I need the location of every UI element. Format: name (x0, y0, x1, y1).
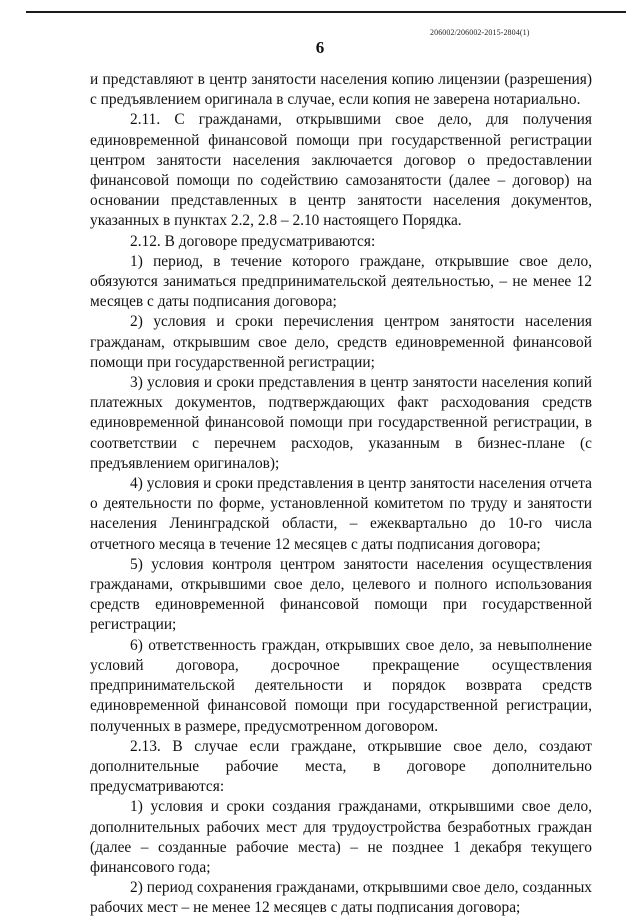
page-number: 6 (315, 38, 325, 57)
top-border-line (26, 11, 626, 13)
paragraph-2-11: 2.11. С гражданами, открывшими свое дело, для получения единовременной финансовой помощи при государственной регистрации центром занятости населения заключается договор о предоставлении финансовой помощи по содействию самозанятости (далее – договор) на основании представленных в центр занятости населения документов, указанных в пунктах 2.2, 2.8 – 2.10 настоящего Порядка. (90, 111, 592, 230)
list-item-2-12-2: 2) условия и сроки перечисления центром занятости населения гражданам, открывшим свое дело, средств единовременной финансовой помощи при государственной регистрации; (90, 313, 592, 371)
list-item-2-13-1: 1) условия и сроки создания гражданами, открывшими свое дело, дополнительных рабочих мест для трудоустройства безработных граждан (далее – созданные рабочие места) – не позднее 1 декабря текущего финансового года; (90, 798, 592, 876)
list-item-2-12-1: 1) период, в течение которого граждане, открывшие свое дело, обязуются заниматься предпринимательской деятельностью, – не менее 12 месяцев с даты подписания договора; (90, 252, 592, 311)
document-body (90, 70, 592, 919)
paragraph-2-13: 2.13. В случае если граждане, открывшие свое дело, создают дополнительные рабочие места, в договоре дополнительно предусматриваются: (90, 737, 592, 796)
list-item-2-12-4: 4) условия и сроки представления в центр занятости населения отчета о деятельности по форме, установленной комитетом по труду и занятости населения Ленинградской области, – ежеквартально до 10-го числа отчетного месяца в течение 12 месяцев с даты подписания договора; (90, 475, 592, 553)
paragraph-continuation: и представляют в центр занятости населения копию лицензии (разрешения) с предъявлением оригинала в случае, если копия не заверена нотариально. (90, 71, 592, 109)
list-item-2-12-6: 6) ответственность граждан, открывших свое дело, за невыполнение условий договора, досрочное прекращение осуществления предпринимательской деятельности и порядок возврата средств единовременной финансовой помощи при государственной регистрации, полученных в размере, предусмотренном договором. (90, 636, 592, 735)
list-item-2-12-3: 3) условия и сроки представления в центр занятости населения копий платежных документов, подтверждающих факт расходования средств единовременной финансовой помощи при государственной регистрации, в соответствии с перечнем расходов, указанным в бизнес-плане (с предъявлением оригиналов); (90, 374, 592, 472)
document-id: 206002/206002-2015-2804(1) (430, 28, 530, 37)
list-item-2-13-2: 2) период сохранения гражданами, открывшими свое дело, созданных рабочих мест – не менее 12 месяцев с даты подписания договора; (90, 879, 592, 917)
list-item-2-12-5: 5) условия контроля центром занятости населения осуществления гражданами, открывшими свое дело, целевого и полного использования средств единовременной финансовой помощи при государственной регистрации; (90, 555, 592, 634)
paragraph-2-12: 2.12. В договоре предусматриваются: (130, 232, 376, 250)
